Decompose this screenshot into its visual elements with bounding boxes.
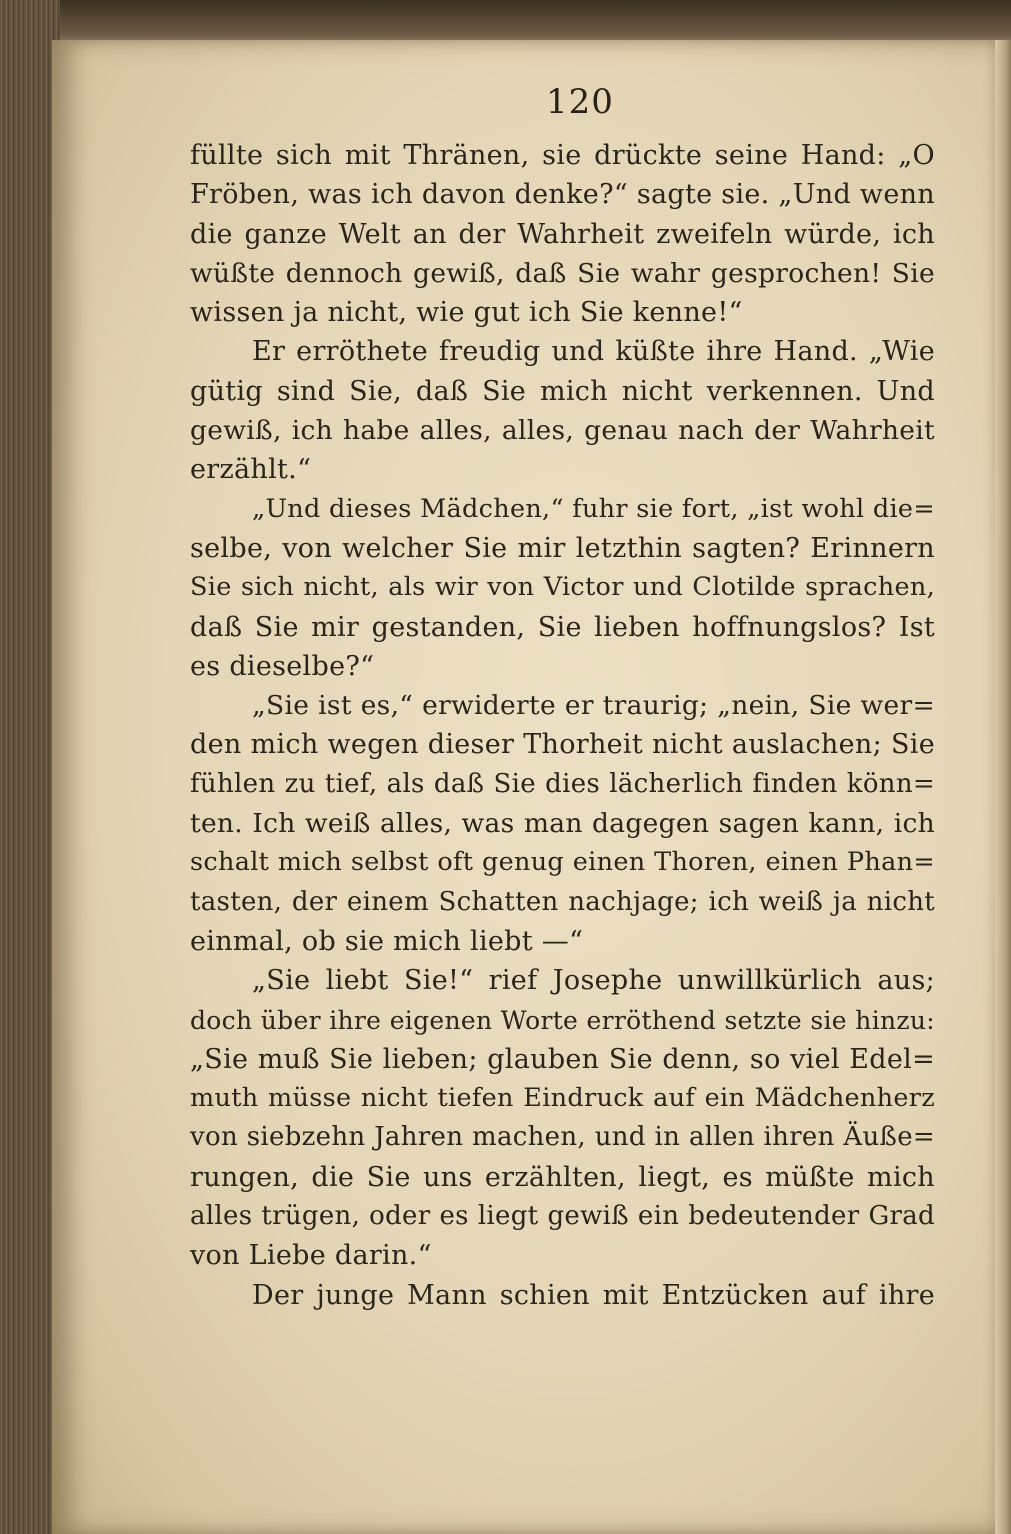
- text-line: „Sie liebt Sie!“ rief Josephe unwillkürlich aus;: [252, 965, 935, 997]
- text-line: „Und dieses Mädchen,“ fuhr sie fort, „ist wohl die=: [252, 493, 935, 524]
- text-line: ten. Ich weiß alles, was man dagegen sagen kann, ich: [190, 808, 935, 840]
- text-line: erzählt.“: [190, 454, 312, 486]
- text-line: fühlen zu tief, als daß Sie dies lächerlich finden könn=: [190, 768, 935, 799]
- text-line: füllte sich mit Thränen, sie drückte seine Hand: „O: [190, 140, 935, 171]
- text-line: einmal, ob sie mich liebt —“: [190, 925, 584, 957]
- page-right-edge: [995, 40, 1011, 1534]
- text-line: Fröben, was ich davon denke?“ sagte sie. „Und wenn: [190, 179, 935, 211]
- text-line: von Liebe darin.“: [190, 1240, 432, 1272]
- text-line: rungen, die Sie uns erzählten, liegt, es müßte mich: [190, 1161, 935, 1193]
- text-line: selbe, von welcher Sie mir letzthin sagten? Erinnern: [190, 532, 935, 564]
- text-line: alles trügen, oder es liegt gewiß ein bedeutender Grad: [190, 1201, 935, 1232]
- text-line: Er erröthete freudig und küßte ihre Hand. „Wie: [252, 336, 935, 368]
- text-line: gewiß, ich habe alles, alles, genau nach der Wahrheit: [190, 415, 935, 447]
- page-number: 120: [546, 82, 614, 122]
- text-line: doch über ihre eigenen Worte erröthend setzte sie hinzu:: [190, 1005, 935, 1035]
- text-line: daß Sie mir gestanden, Sie lieben hoffnungslos? Ist: [190, 611, 935, 643]
- text-line: „Sie muß Sie lieben; glauben Sie denn, so viel Edel=: [190, 1043, 935, 1075]
- text-line: die ganze Welt an der Wahrheit zweifeln würde, ich: [190, 218, 935, 250]
- book-spine-edge: [0, 0, 60, 1534]
- text-line: muth müsse nicht tiefen Eindruck auf ein Mädchenherz: [190, 1083, 935, 1114]
- text-line: den mich wegen dieser Thorheit nicht auslachen; Sie: [190, 729, 935, 761]
- text-line: von siebzehn Jahren machen, und in allen ihren Äuße=: [190, 1122, 935, 1153]
- text-line: wissen ja nicht, wie gut ich Sie kenne!“: [190, 297, 743, 329]
- text-line: Der junge Mann schien mit Entzücken auf ihre: [252, 1279, 935, 1311]
- text-line: es dieselbe?“: [190, 650, 375, 682]
- text-line: schalt mich selbst oft genug einen Thoren, einen Phan=: [190, 847, 935, 878]
- text-line: wüßte dennoch gewiß, daß Sie wahr gesprochen! Sie: [190, 257, 935, 289]
- text-line: Sie sich nicht, als wir von Victor und Clotilde sprachen,: [190, 572, 935, 603]
- text-line: „Sie ist es,“ erwiderte er traurig; „nein, Sie wer=: [252, 690, 935, 722]
- text-line: tasten, der einem Schatten nachjage; ich weiß ja nicht: [190, 886, 935, 917]
- text-line: gütig sind Sie, daß Sie mich nicht verkennen. Und: [190, 375, 935, 407]
- body-text: [190, 136, 935, 1315]
